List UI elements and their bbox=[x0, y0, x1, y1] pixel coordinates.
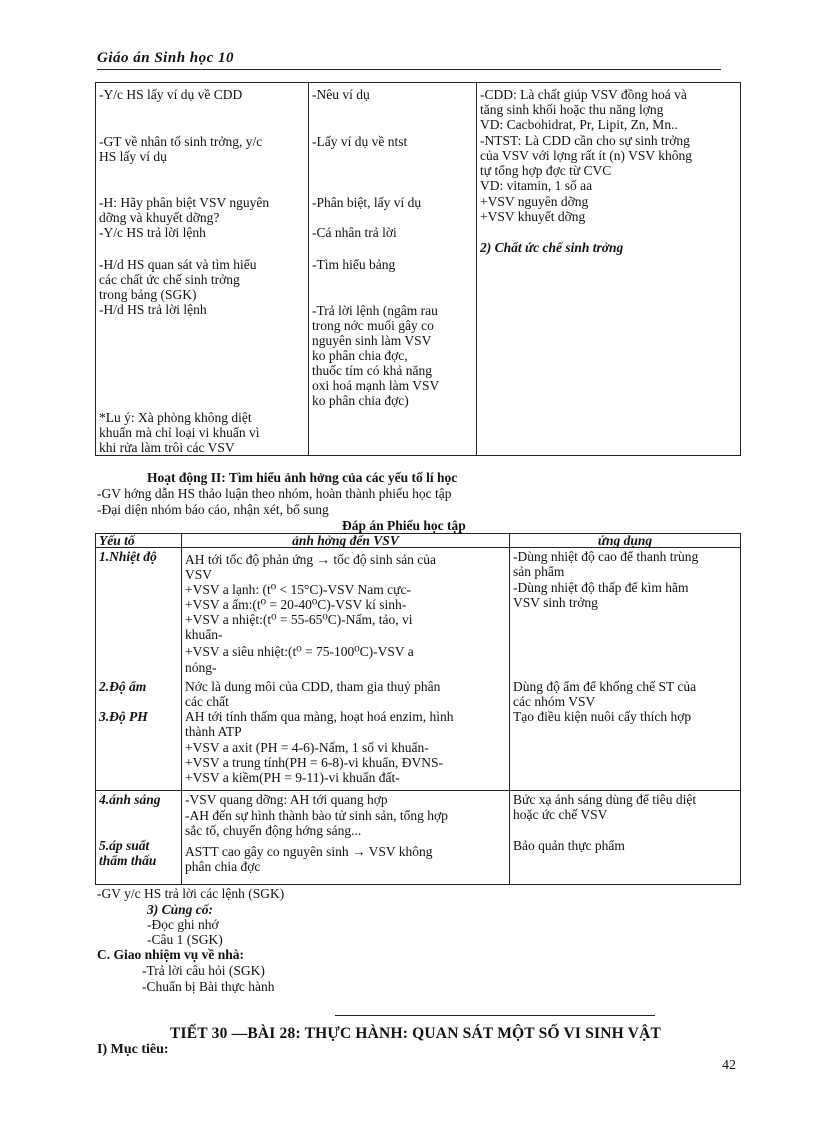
after-line: -Chuẩn bị Bài thực hành bbox=[142, 979, 275, 994]
table1-line: trong nớc muối gây co bbox=[312, 318, 434, 333]
table1-line: trong bảng (SGK) bbox=[99, 287, 197, 302]
header-rule bbox=[97, 69, 721, 70]
table1-line: -Phân biệt, lấy ví dụ bbox=[312, 195, 422, 210]
worksheet-answer-table bbox=[95, 533, 741, 885]
page-number: 42 bbox=[722, 1058, 736, 1073]
application-line: Bảo quản thực phẩm bbox=[513, 839, 625, 853]
objectives-heading: I) Mục tiêu: bbox=[97, 1042, 169, 1057]
table1-line: khuẩn mà chỉ loại vi khuẩn vì bbox=[99, 425, 260, 440]
effect-line: -AH đến sự hình thành bào tử sinh sản, tổng hợp bbox=[185, 809, 448, 823]
header-effect: ảnh hởng đến VSV bbox=[182, 534, 510, 548]
effect-line: phân chia đợc bbox=[185, 860, 261, 874]
lesson-title: TIẾT 30 —BÀI 28: THỰC HÀNH: QUAN SÁT MỘT SỐ VI SINH VẬT bbox=[170, 1025, 662, 1042]
effect-line: +VSV a ấm:(t⁰ = 20-40⁰C)-VSV kí sinh- bbox=[185, 598, 407, 612]
factor-label: 5.áp suất bbox=[99, 839, 150, 853]
effect-line: VSV bbox=[185, 568, 213, 582]
factor-label: 3.Độ PH bbox=[99, 710, 148, 724]
application-line: -Dùng nhiệt độ thấp để kìm hãm bbox=[513, 581, 689, 595]
table-caption: Đáp án Phiếu học tập bbox=[342, 518, 466, 533]
page-header-title: Giáo án Sinh học 10 bbox=[97, 50, 235, 66]
effect-line: thành ATP bbox=[185, 725, 242, 739]
table1-line: -Lấy ví dụ về ntst bbox=[312, 134, 408, 149]
homework-heading: C. Giao nhiệm vụ về nhà: bbox=[97, 947, 245, 962]
effect-line: sắc tố, chuyển động hớng sáng... bbox=[185, 824, 362, 838]
effect-line: ASTT cao gây co nguyên sinh → VSV không bbox=[185, 845, 433, 859]
factor-label: 2.Độ ẩm bbox=[99, 680, 147, 694]
section-heading: 2) Chất ức chế sinh trởng bbox=[480, 240, 624, 255]
table1-line: khi rửa làm trôi các VSV bbox=[99, 440, 235, 455]
application-line: các nhóm VSV bbox=[513, 695, 596, 709]
table1-line: ko phân chia đợc) bbox=[312, 393, 409, 408]
application-line: Bức xạ ánh sáng dùng để tiêu diệt bbox=[513, 793, 697, 807]
table1-line: của VSV với lợng rất ít (n) VSV không bbox=[480, 148, 693, 163]
table1-line: -Tìm hiểu bảng bbox=[312, 257, 396, 272]
application-line: Dùng độ ẩm để khống chế ST của bbox=[513, 680, 697, 694]
effect-line: khuẩn- bbox=[185, 628, 223, 642]
table1-line: các chất ức chế sinh trởng bbox=[99, 272, 240, 287]
factor-label: 1.Nhiệt độ bbox=[99, 550, 157, 564]
applications-cell-1 bbox=[510, 548, 741, 791]
effects-cell-2 bbox=[182, 791, 510, 885]
effect-line: +VSV a nhiệt:(t⁰ = 55-65⁰C)-Nấm, tảo, vi bbox=[185, 613, 413, 627]
effect-line: +VSV a kiềm(PH = 9-11)-vi khuẩn đất- bbox=[185, 771, 400, 785]
table1-line: -H/d HS quan sát và tìm hiểu bbox=[99, 257, 257, 272]
content-cell bbox=[477, 83, 741, 456]
table1-line: -Cá nhân trả lời bbox=[312, 225, 397, 240]
table1-line: -H: Hãy phân biệt VSV nguyên bbox=[99, 195, 270, 210]
applications-cell-2 bbox=[510, 791, 741, 885]
table1-line: -Trả lời lệnh (ngâm rau bbox=[312, 303, 438, 318]
consolidation-heading: 3) Củng cố: bbox=[147, 902, 214, 917]
application-line: sản phẩm bbox=[513, 565, 565, 579]
application-line: VSV sinh trởng bbox=[513, 596, 598, 610]
table1-line: VD: Cacbohidrat, Pr, Lipit, Zn, Mn.. bbox=[480, 117, 678, 132]
effect-line: AH tới tốc độ phản ứng → tốc độ sinh sản của bbox=[185, 553, 437, 567]
table1-line: tăng sinh khối hoặc thu năng lợng bbox=[480, 102, 664, 117]
effect-line: +VSV a trung tính(PH = 6-8)-vi khuẩn, ĐVNS- bbox=[185, 756, 443, 770]
table1-line: -GT về nhân tố sinh trởng, y/c bbox=[99, 134, 263, 149]
header-application: ứng dụng bbox=[510, 534, 741, 548]
table1-line: -Y/c HS lấy ví dụ về CDD bbox=[99, 87, 243, 102]
application-line: hoặc ức chế VSV bbox=[513, 808, 608, 822]
table1-line: +VSV nguyên dỡng bbox=[480, 194, 589, 209]
factor-label: thẩm thấu bbox=[99, 854, 157, 868]
student-activity-cell bbox=[309, 83, 477, 456]
activity-line: -Đại diện nhóm báo cáo, nhận xét, bổ sung bbox=[97, 502, 329, 517]
effect-line: -VSV quang dỡng: AH tới quang hợp bbox=[185, 793, 388, 807]
effect-line: AH tới tính thấm qua màng, hoạt hoá enzim, hình bbox=[185, 710, 454, 724]
table1-line: thuốc tím có khả năng bbox=[312, 363, 432, 378]
after-line: -Trả lời câu hỏi (SGK) bbox=[142, 963, 265, 978]
after-line: -Đọc ghi nhớ bbox=[147, 917, 219, 932]
section-divider bbox=[335, 1015, 655, 1016]
activity-line: -GV hớng dẫn HS thảo luận theo nhóm, hoàn thành phiếu học tập bbox=[97, 486, 452, 501]
table1-line: -Nêu ví dụ bbox=[312, 87, 370, 102]
table1-line: nguyên sinh làm VSV bbox=[312, 333, 432, 348]
table1-line: VD: vitamin, 1 số aa bbox=[480, 178, 593, 193]
table1-line: ko phân chia đợc, bbox=[312, 348, 408, 363]
factor-label: 4.ánh sáng bbox=[99, 793, 161, 807]
activity-table bbox=[95, 82, 741, 456]
effect-line: Nớc là dung môi của CDD, tham gia thuỷ phân bbox=[185, 680, 441, 694]
table1-line: -H/d HS trả lời lệnh bbox=[99, 302, 207, 317]
header-factor: Yếu tố bbox=[96, 534, 182, 548]
table1-line: HS lấy ví dụ bbox=[99, 149, 167, 164]
table1-line: -Y/c HS trả lời lệnh bbox=[99, 225, 206, 240]
table1-line: tự tổng hợp đợc từ CVC bbox=[480, 163, 612, 178]
table1-line: oxi hoá mạnh làm VSV bbox=[312, 378, 440, 393]
table1-line: -CDD: Là chất giúp VSV đồng hoá và bbox=[480, 87, 687, 102]
factors-cell-1 bbox=[96, 548, 182, 791]
teacher-activity-cell bbox=[96, 83, 309, 456]
effect-line: nóng- bbox=[185, 661, 217, 675]
activity-title: Hoạt động II: Tìm hiểu ảnh hởng của các yếu tố lí học bbox=[147, 470, 458, 485]
after-line: -Câu 1 (SGK) bbox=[147, 932, 223, 947]
table1-line: *Lu ý: Xà phòng không diệt bbox=[99, 410, 252, 425]
table1-line: +VSV khuyết dỡng bbox=[480, 209, 586, 224]
table1-line: dỡng và khuyết dỡng? bbox=[99, 210, 220, 225]
table1-line: -NTST: Là CDD cần cho sự sinh trởng bbox=[480, 133, 690, 148]
after-line: -GV y/c HS trả lời các lệnh (SGK) bbox=[97, 886, 285, 901]
effect-line: +VSV a siêu nhiệt:(t⁰ = 75-100⁰C)-VSV a bbox=[185, 645, 414, 659]
application-line: -Dùng nhiệt độ cao để thanh trùng bbox=[513, 550, 699, 564]
application-line: Tạo điều kiện nuôi cấy thích hợp bbox=[513, 710, 692, 724]
factors-cell-2 bbox=[96, 791, 182, 885]
effects-cell-1 bbox=[182, 548, 510, 791]
effect-line: +VSV a axit (PH = 4-6)-Nấm, 1 số vi khuẩn- bbox=[185, 741, 429, 755]
effect-line: các chất bbox=[185, 695, 229, 709]
effect-line: +VSV a lạnh: (t⁰ < 15°C)-VSV Nam cực- bbox=[185, 583, 411, 597]
